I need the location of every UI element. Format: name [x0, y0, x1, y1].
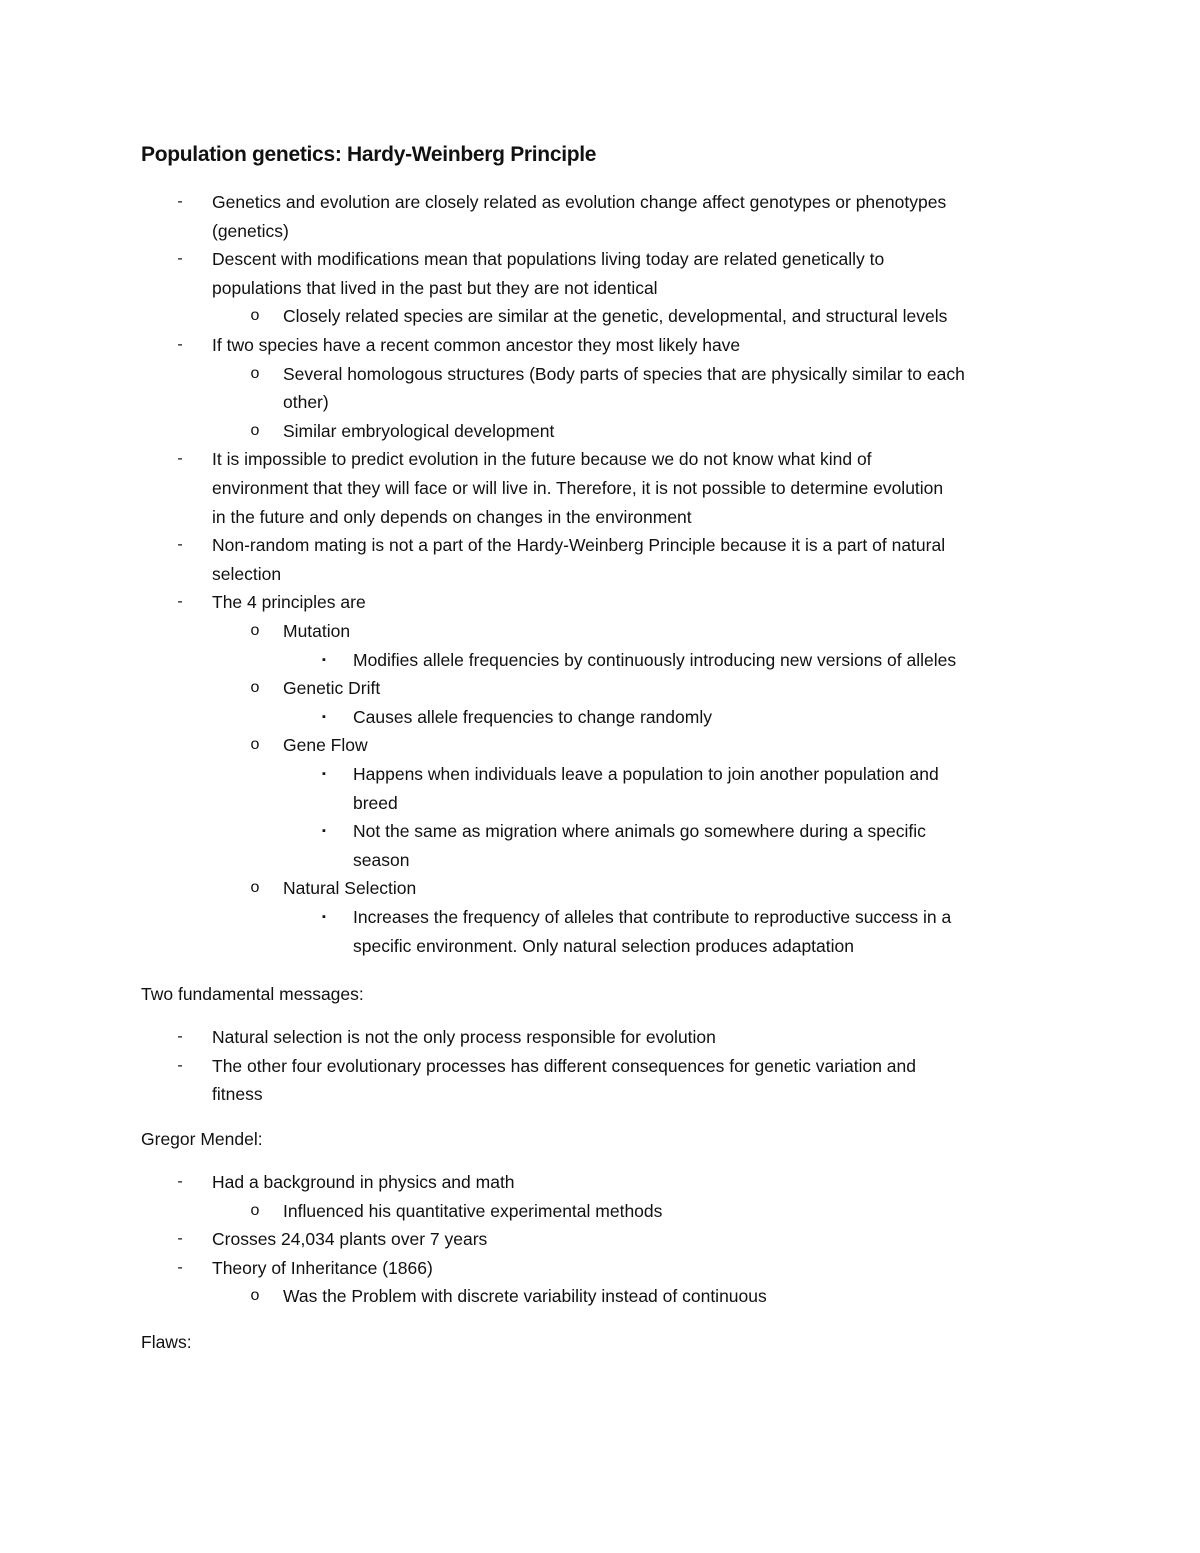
list-item-text: Genetics and evolution are closely related as evolution change affect genotypes or phenotypes	[212, 192, 947, 212]
list-item-text: If two species have a recent common ancestor they most likely have	[212, 335, 741, 355]
bullet-marker: o	[250, 307, 260, 325]
bullet-marker: ▪	[322, 911, 326, 923]
list-item-text: The 4 principles are	[212, 592, 366, 613]
bullet-marker: o	[250, 679, 260, 697]
list-item-text: Crosses 24,034 plants over 7 years	[212, 1229, 488, 1250]
list-item-text: Theory of Inheritance (1866)	[212, 1257, 433, 1278]
list-item-text: Similar embryological development	[283, 420, 555, 441]
list-item-text: Mutation	[283, 621, 351, 641]
list-item-text: Causes allele frequencies to change randomly	[353, 706, 712, 727]
bullet-marker: o	[250, 1287, 260, 1305]
list-item-text: fitness	[212, 1084, 263, 1105]
list-item-text: Gene Flow	[283, 735, 368, 756]
list-item-text: selection	[212, 563, 282, 584]
list-item-text: season	[353, 849, 410, 870]
list-item-text: Closely related species are similar at the genetic, developmental, and structural levels	[283, 306, 948, 327]
bullet-marker: ▪	[322, 825, 326, 838]
bullet-marker: o	[250, 736, 260, 754]
bullet-marker: -	[177, 536, 183, 554]
list-item-text: The other four evolutionary processes has different consequences for genetic variation and	[212, 1055, 916, 1076]
bullet-marker: -	[177, 1173, 183, 1190]
bullet-marker: -	[177, 1230, 183, 1248]
list-item-text: breed	[353, 792, 398, 813]
section-heading: Flaws:	[141, 1332, 192, 1352]
section-heading: Gregor Mendel:	[141, 1129, 263, 1149]
list-item-text: Several homologous structures (Body parts of species that are physically similar to each	[283, 363, 965, 384]
bullet-marker: ▪	[322, 768, 326, 780]
list-item-text: Was the Problem with discrete variability instead of continuous	[283, 1286, 767, 1307]
list-item-text: Genetic Drift	[283, 678, 381, 699]
bullet-marker: o	[250, 879, 260, 897]
bullet-marker: ▪	[322, 653, 326, 666]
bullet-marker: -	[177, 450, 183, 468]
list-item-text: (genetics)	[212, 220, 289, 241]
list-item-text: Increases the frequency of alleles that contribute to reproductive success in a	[353, 907, 952, 927]
list-item-text: specific environment. Only natural selection produces adaptation	[353, 935, 854, 956]
list-item-text: Not the same as migration where animals go somewhere during a specific	[353, 821, 926, 842]
list-item-text: Descent with modifications mean that populations living today are related genetically to	[212, 249, 885, 270]
bullet-marker: -	[177, 593, 183, 611]
bullet-marker: -	[177, 1258, 183, 1276]
list-item-text: Natural selection is not the only process responsible for evolution	[212, 1027, 716, 1047]
bullet-marker: -	[177, 250, 183, 268]
bullet-marker: o	[250, 364, 260, 382]
list-item-text: Influenced his quantitative experimental methods	[283, 1200, 663, 1221]
list-item-text: in the future and only depends on changes in the environment	[212, 506, 692, 527]
bullet-marker: -	[177, 1056, 183, 1074]
bullet-marker: -	[177, 1028, 183, 1045]
list-item-text: Non-random mating is not a part of the Hardy-Weinberg Principle because it is a part of natural	[212, 535, 946, 556]
list-item-text: populations that lived in the past but they are not identical	[212, 277, 658, 298]
bullet-marker: ▪	[322, 710, 326, 723]
section-heading: Two fundamental messages:	[141, 984, 364, 1004]
bullet-marker: o	[250, 622, 260, 639]
list-item-text: It is impossible to predict evolution in the future because we do not know what kind of	[212, 449, 872, 470]
bullet-marker: o	[250, 1201, 260, 1219]
list-item-text: Natural Selection	[283, 878, 417, 899]
list-item-text: Had a background in physics and math	[212, 1172, 515, 1192]
list-item-text: Happens when individuals leave a population to join another population and	[353, 764, 939, 784]
page-title: Population genetics: Hardy-Weinberg Principle	[141, 143, 597, 166]
bullet-marker: -	[177, 193, 183, 210]
bullet-marker: o	[250, 421, 260, 439]
list-item-text: Modifies allele frequencies by continuously introducing new versions of alleles	[353, 649, 957, 670]
list-item-text: environment that they will face or will live in. Therefore, it is not possible to determine evolution	[212, 478, 944, 498]
bullet-marker: -	[177, 336, 183, 353]
list-item-text: other)	[283, 392, 329, 413]
